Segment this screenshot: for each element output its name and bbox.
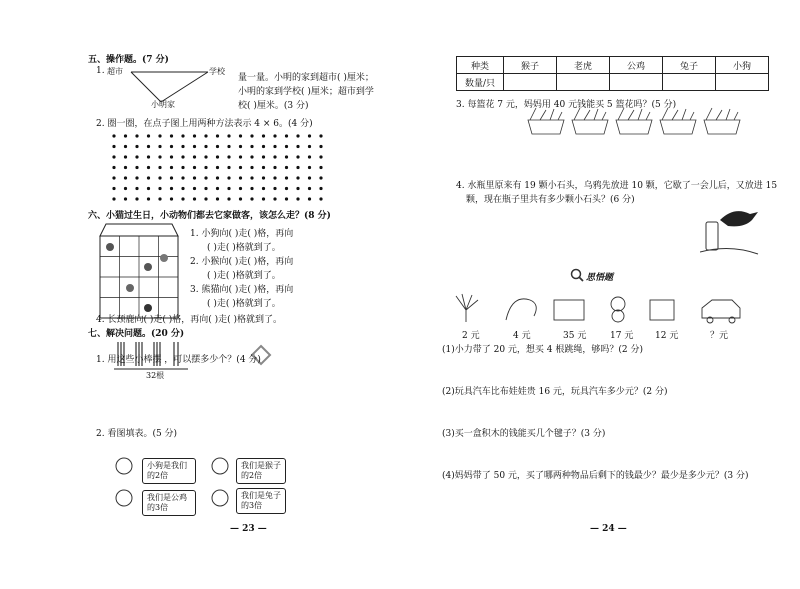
cat-icon	[144, 263, 152, 271]
grid-dot	[308, 155, 311, 158]
grid-dot	[170, 176, 173, 179]
grid-dot	[285, 197, 288, 200]
grid-dot	[285, 187, 288, 190]
grid-dot	[112, 134, 115, 137]
grid-dot	[250, 176, 253, 179]
grid-dot	[112, 197, 115, 200]
grid-dot	[204, 145, 207, 148]
price-blocks: 35 元	[563, 331, 587, 341]
q1-num: 1.	[96, 66, 105, 76]
grid-dot	[239, 197, 242, 200]
grid-dot	[296, 166, 299, 169]
q1-line2: 小明的家到学校( )厘米；超市到学	[238, 87, 374, 97]
price-jump-rope: 4 元	[513, 331, 531, 341]
s6-line6: ( )走( )格就到了。	[207, 299, 281, 309]
grid-dot	[250, 134, 253, 137]
grid-dot	[204, 155, 207, 158]
grid-dot	[158, 187, 161, 190]
grid-dot	[135, 134, 138, 137]
s6-line5: 3. 熊猫向( )走( )格，再向	[190, 285, 294, 295]
grid-dot	[204, 187, 207, 190]
monkey-icon	[126, 284, 134, 292]
grid-dot	[239, 155, 242, 158]
building-blocks-icon	[554, 300, 584, 320]
jump-rope-icon	[506, 299, 536, 320]
grid-dot	[308, 166, 311, 169]
grid-dot	[204, 197, 207, 200]
giraffe-icon	[160, 254, 168, 262]
bubble-1: 小狗是我们的2倍	[142, 458, 196, 484]
grid-dot	[239, 176, 242, 179]
magnifier-icon	[570, 268, 584, 282]
q3-text: 3. 每篮花 7 元，妈妈用 40 元钱能买 5 篮花吗？(5 分)	[456, 100, 677, 110]
grid-dot	[204, 176, 207, 179]
bubble-3: 我们是公鸡的3倍	[142, 490, 196, 516]
cell-blank[interactable]	[504, 74, 557, 91]
s7-q2-text: 2. 看图填表。(5 分)	[96, 429, 178, 439]
crow-bottle-illustration	[700, 202, 760, 258]
grid-dot	[285, 176, 288, 179]
s6-q4: 4. 长颈鹿向( )走( )格，再向( )走( )格就到了。	[96, 315, 282, 325]
grid-dot	[273, 187, 276, 190]
grid-dot	[147, 176, 150, 179]
bubble-2: 我们是猴子的2倍	[236, 458, 286, 484]
grid-dot	[170, 197, 173, 200]
grid-dot	[124, 187, 127, 190]
grid-dot	[285, 166, 288, 169]
grid-dot	[181, 187, 184, 190]
grid-dot	[216, 145, 219, 148]
price-teddy: 17 元	[610, 331, 634, 341]
grid-dot	[170, 155, 173, 158]
grid-dot	[227, 134, 230, 137]
grid-dot	[285, 134, 288, 137]
grid-dot	[112, 166, 115, 169]
grid-dot	[227, 187, 230, 190]
toy-car-icon	[702, 300, 740, 318]
grid-dot	[273, 155, 276, 158]
grid-dot	[296, 197, 299, 200]
grid-dot	[296, 176, 299, 179]
grid-dot	[285, 155, 288, 158]
teddy-bear-icon	[611, 297, 625, 311]
bonus-title: 思悟题	[586, 273, 614, 283]
q1-line1: 量一量。小明的家到超市( )厘米；	[238, 73, 374, 83]
s6-line3: 2. 小猴向( )走( )格，再向	[190, 257, 294, 267]
grid-dot	[250, 145, 253, 148]
shuttlecock-icon	[456, 294, 478, 322]
grid-dot	[158, 197, 161, 200]
grid-dot	[193, 176, 196, 179]
animal-figures-right	[206, 456, 236, 516]
grid-dot	[170, 166, 173, 169]
price-toy: 12 元	[655, 331, 679, 341]
grid-dot	[124, 166, 127, 169]
grid-dot	[308, 145, 311, 148]
map-label-home: 小明家	[151, 100, 175, 109]
cell-blank[interactable]	[663, 74, 716, 91]
grid-dot	[319, 176, 322, 179]
grid-dot	[204, 166, 207, 169]
grid-dot	[227, 155, 230, 158]
panda-icon	[144, 304, 152, 312]
grid-dot	[193, 134, 196, 137]
grid-dot	[147, 155, 150, 158]
bonus-q1: (1)小力带了 20 元，想买 4 根跳绳，够吗？(2 分)	[442, 345, 643, 355]
items-row	[450, 292, 750, 326]
grid-dot	[112, 187, 115, 190]
grid-dot	[273, 166, 276, 169]
q2-text: 2. 圈一圈，在点子图上用两种方法表示 4 × 6。(4 分)	[96, 119, 313, 129]
grid-dot	[319, 145, 322, 148]
grid-dot	[319, 155, 322, 158]
grid-dot	[181, 145, 184, 148]
row-label-quantity: 数量/只	[457, 74, 504, 91]
grid-dot	[319, 166, 322, 169]
grid-dot	[158, 176, 161, 179]
grid-dot	[250, 166, 253, 169]
cell-blank[interactable]	[716, 74, 769, 91]
grid-dot	[147, 145, 150, 148]
grid-dot	[216, 134, 219, 137]
grid-dot	[147, 166, 150, 169]
grid-dot	[250, 155, 253, 158]
s7-q1-text: 1. 用这些小棒摆 ，可以摆多少个？(4 分)	[96, 355, 261, 365]
house-grid-map	[98, 220, 180, 320]
price-car: ？元	[710, 331, 729, 341]
grid-dot	[319, 134, 322, 137]
left-page-number: — 23 —	[230, 524, 267, 534]
cell-blank[interactable]	[557, 74, 610, 91]
bubble-4: 我们是兔子的3倍	[236, 488, 286, 514]
grid-dot	[124, 145, 127, 148]
grid-dot	[296, 155, 299, 158]
section7-title: 七、解决问题。(20 分)	[88, 329, 185, 339]
grid-dot	[296, 187, 299, 190]
grid-dot	[158, 134, 161, 137]
grid-dot	[239, 187, 242, 190]
th-rooster: 公鸡	[610, 57, 663, 74]
grid-dot	[308, 176, 311, 179]
grid-dot	[158, 145, 161, 148]
grid-dot	[216, 155, 219, 158]
grid-dot	[285, 145, 288, 148]
grid-dot	[135, 197, 138, 200]
grid-dot	[216, 187, 219, 190]
dog-icon	[106, 243, 114, 251]
grid-dot	[227, 197, 230, 200]
grid-dot	[250, 197, 253, 200]
grid-dot	[273, 197, 276, 200]
grid-dot	[193, 145, 196, 148]
grid-dot	[227, 176, 230, 179]
grid-dot	[147, 197, 150, 200]
grid-dot	[170, 187, 173, 190]
grid-dot	[135, 166, 138, 169]
section5-title: 五、操作题。(7 分)	[88, 55, 169, 65]
grid-dot	[273, 134, 276, 137]
th-rabbit: 兔子	[663, 57, 716, 74]
grid-dot	[181, 176, 184, 179]
grid-dot	[147, 134, 150, 137]
animal-count-table	[456, 56, 769, 91]
grid-dot	[181, 197, 184, 200]
grid-dot	[262, 134, 265, 137]
grid-dot	[227, 145, 230, 148]
grid-dot	[181, 166, 184, 169]
grid-dot	[262, 145, 265, 148]
toy-icon	[650, 300, 674, 320]
th-kind: 种类	[457, 57, 504, 74]
grid-dot	[112, 145, 115, 148]
grid-dot	[308, 134, 311, 137]
th-monkey: 猴子	[504, 57, 557, 74]
grid-dot	[181, 155, 184, 158]
th-tiger: 老虎	[557, 57, 610, 74]
q1-line3: 校( )厘米。(3 分)	[238, 101, 309, 111]
grid-dot	[262, 166, 265, 169]
price-shuttlecock: 2 元	[462, 331, 480, 341]
sticks-label: 32根	[146, 371, 165, 380]
grid-dot	[227, 166, 230, 169]
bonus-q4: (4)妈妈带了 50 元，买了哪两种物品后剩下的钱最少？最少是多少元？(3 分)	[442, 471, 749, 481]
s6-line2: ( )走( )格就到了。	[207, 243, 281, 253]
section6-title: 六、小猫过生日，小动物们都去它家做客，该怎么走？(8 分)	[88, 211, 331, 221]
grid-dot	[308, 197, 311, 200]
grid-dot	[193, 166, 196, 169]
grid-dot	[112, 176, 115, 179]
q4-line2: 颗，现在瓶子里共有多少颗小石头？(6 分)	[466, 195, 635, 205]
grid-dot	[216, 197, 219, 200]
grid-dot	[239, 134, 242, 137]
th-dog: 小狗	[716, 57, 769, 74]
grid-dot	[170, 134, 173, 137]
grid-dot	[135, 176, 138, 179]
map-label-school: 学校	[209, 67, 225, 76]
grid-dot	[319, 197, 322, 200]
s6-line4: ( )走( )格就到了。	[207, 271, 281, 281]
grid-dot	[296, 145, 299, 148]
grid-dot	[262, 176, 265, 179]
grid-dot	[262, 187, 265, 190]
s6-line1: 1. 小狗向( )走( )格，再向	[190, 229, 294, 239]
grid-dot	[273, 145, 276, 148]
grid-dot	[262, 197, 265, 200]
grid-dot	[170, 145, 173, 148]
grid-dot	[193, 187, 196, 190]
grid-dot	[250, 187, 253, 190]
right-page-number: — 24 —	[590, 524, 627, 534]
flower-baskets	[524, 106, 746, 136]
grid-dot	[158, 155, 161, 158]
grid-dot	[319, 187, 322, 190]
grid-dot	[135, 155, 138, 158]
grid-dot	[181, 134, 184, 137]
grid-dot	[216, 176, 219, 179]
grid-dot	[193, 197, 196, 200]
grid-dot	[308, 187, 311, 190]
grid-dot	[239, 166, 242, 169]
grid-dot	[124, 176, 127, 179]
grid-dot	[124, 134, 127, 137]
grid-dot	[296, 134, 299, 137]
grid-dot	[147, 187, 150, 190]
grid-dot	[158, 166, 161, 169]
cell-blank[interactable]	[610, 74, 663, 91]
dot-grid	[110, 132, 330, 202]
grid-dot	[204, 134, 207, 137]
bonus-q3: (3)买一盒积木的钱能买几个毽子？(3 分)	[442, 429, 606, 439]
bonus-q2: (2)玩具汽车比布娃娃贵 16 元，玩具汽车多少元？(2 分)	[442, 387, 668, 397]
grid-dot	[193, 155, 196, 158]
map-label-supermarket: 超市	[107, 67, 123, 76]
grid-dot	[135, 145, 138, 148]
grid-dot	[239, 145, 242, 148]
grid-dot	[124, 155, 127, 158]
grid-dot	[135, 187, 138, 190]
grid-dot	[216, 166, 219, 169]
grid-dot	[112, 155, 115, 158]
grid-dot	[273, 176, 276, 179]
grid-dot	[262, 155, 265, 158]
animal-figures-left	[110, 456, 140, 516]
q4-line1: 4. 水瓶里原来有 19 颗小石头，乌鸦先放进 10 颗，它歇了一会儿后，又放进 15	[456, 181, 778, 191]
grid-dot	[124, 197, 127, 200]
